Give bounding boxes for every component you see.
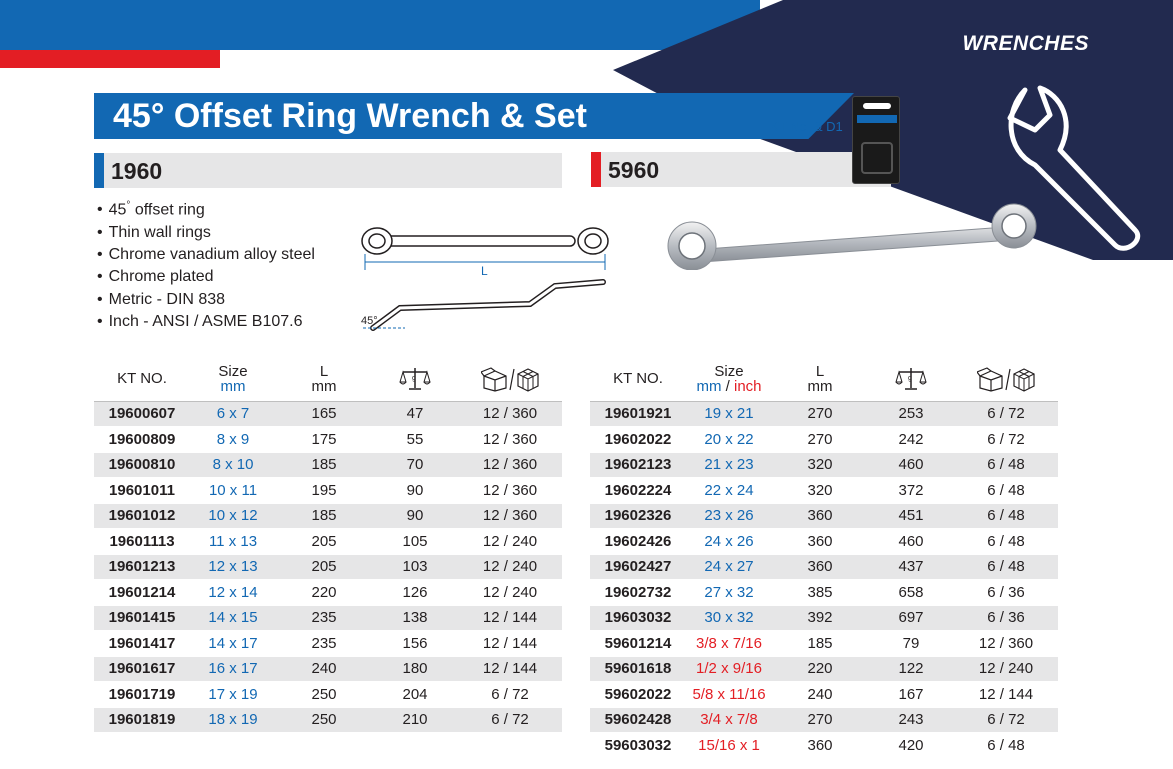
length: 320 xyxy=(772,478,868,504)
size: 15/16 x 1 xyxy=(686,733,772,759)
size: 24 x 27 xyxy=(686,554,772,580)
table-row xyxy=(94,427,562,453)
kt-d1-label: KT No. & D1 xyxy=(770,119,843,134)
kt-number: 19603032 xyxy=(590,605,686,631)
header-kt-no: KT NO. xyxy=(613,370,663,388)
kt-number: 59601618 xyxy=(590,656,686,682)
feature-item: • Chrome vanadium alloy steel xyxy=(97,244,315,266)
table-row xyxy=(590,478,1058,504)
weight: 70 xyxy=(372,452,458,478)
table-row xyxy=(590,656,1058,682)
kt-number: 19600809 xyxy=(94,427,190,453)
header-length: L mm xyxy=(311,362,337,395)
kt-number: 19601012 xyxy=(94,503,190,529)
size: 18 x 19 xyxy=(190,707,276,733)
kt-number: 19602224 xyxy=(590,478,686,504)
pack-qty: 6 / 48 xyxy=(954,733,1058,759)
weight: 167 xyxy=(868,682,954,708)
pack-qty: 6 / 72 xyxy=(954,707,1058,733)
kt-number: 59602428 xyxy=(590,707,686,733)
length: 205 xyxy=(276,529,372,555)
pack-qty: 12 / 240 xyxy=(458,580,562,606)
box-carton-icon xyxy=(977,366,1035,392)
model-header-1960 xyxy=(94,153,562,188)
size: 3/8 x 7/16 xyxy=(686,631,772,657)
length: 185 xyxy=(772,631,868,657)
table-row xyxy=(94,554,562,580)
box-carton-icon xyxy=(481,366,539,392)
length: 240 xyxy=(772,682,868,708)
feature-item: • Chrome plated xyxy=(97,266,315,288)
table-row xyxy=(590,529,1058,555)
size: 14 x 15 xyxy=(190,605,276,631)
pack-qty: 6 / 72 xyxy=(954,401,1058,427)
scale-weight-icon xyxy=(895,366,927,392)
wrench-product-image xyxy=(662,200,1062,270)
pack-qty: 12 / 240 xyxy=(954,656,1058,682)
table-row xyxy=(94,452,562,478)
feature-list xyxy=(97,195,315,333)
wrench-technical-drawing xyxy=(355,220,615,345)
top-blue-stripe xyxy=(0,0,760,50)
length: 270 xyxy=(772,401,868,427)
size: 11 x 13 xyxy=(190,529,276,555)
length: 205 xyxy=(276,554,372,580)
pack-qty: 6 / 72 xyxy=(954,427,1058,453)
length: 185 xyxy=(276,452,372,478)
weight: 180 xyxy=(372,656,458,682)
length: 250 xyxy=(276,707,372,733)
table-row xyxy=(590,427,1058,453)
length-dimension-label: L xyxy=(481,264,488,278)
length: 165 xyxy=(276,401,372,427)
model-number: 1960 xyxy=(111,158,163,184)
section-tag: WRENCHES xyxy=(962,32,1089,55)
weight: 372 xyxy=(868,478,954,504)
pack-qty: 12 / 360 xyxy=(458,452,562,478)
length: 235 xyxy=(276,605,372,631)
length: 220 xyxy=(772,656,868,682)
length: 320 xyxy=(772,452,868,478)
size: 21 x 23 xyxy=(686,452,772,478)
pack-qty: 12 / 240 xyxy=(458,529,562,555)
table-row xyxy=(94,529,562,555)
weight: 658 xyxy=(868,580,954,606)
length: 240 xyxy=(276,656,372,682)
pack-qty: 6 / 72 xyxy=(458,682,562,708)
kt-number: 19600810 xyxy=(94,452,190,478)
kt-number: 19602427 xyxy=(590,554,686,580)
feature-item: • 45° offset ring xyxy=(97,195,315,222)
weight: 243 xyxy=(868,707,954,733)
kt-number: 19601214 xyxy=(94,580,190,606)
length: 392 xyxy=(772,605,868,631)
feature-item: • Inch - ANSI / ASME B107.6 xyxy=(97,311,315,333)
size: 22 x 24 xyxy=(686,478,772,504)
weight: 90 xyxy=(372,503,458,529)
page-title: 45° Offset Ring Wrench & Set xyxy=(113,97,587,135)
weight: 420 xyxy=(868,733,954,759)
header-length: L mm xyxy=(807,362,833,395)
pack-qty: 6 / 48 xyxy=(954,478,1058,504)
length: 360 xyxy=(772,529,868,555)
weight: 253 xyxy=(868,401,954,427)
table-row xyxy=(590,580,1058,606)
weight: 460 xyxy=(868,452,954,478)
weight: 437 xyxy=(868,554,954,580)
kt-number: 19601415 xyxy=(94,605,190,631)
svg-text:g: g xyxy=(908,374,912,382)
kt-number: 19601213 xyxy=(94,554,190,580)
length: 235 xyxy=(276,631,372,657)
size: 5/8 x 11/16 xyxy=(686,682,772,708)
feature-item: • Thin wall rings xyxy=(97,222,315,244)
size: 1/2 x 9/16 xyxy=(686,656,772,682)
length: 220 xyxy=(276,580,372,606)
header-weight xyxy=(868,357,954,401)
weight: 55 xyxy=(372,427,458,453)
model-number: 5960 xyxy=(608,157,660,183)
table-row xyxy=(94,580,562,606)
table-row xyxy=(94,478,562,504)
table-row xyxy=(590,605,1058,631)
weight: 451 xyxy=(868,503,954,529)
kt-number: 19600607 xyxy=(94,401,190,427)
size: 12 x 14 xyxy=(190,580,276,606)
length: 360 xyxy=(772,733,868,759)
pack-qty: 12 / 360 xyxy=(954,631,1058,657)
pack-qty: 12 / 360 xyxy=(458,401,562,427)
table-row xyxy=(94,682,562,708)
d1-display-card-image xyxy=(852,96,900,184)
scale-weight-icon xyxy=(399,366,431,392)
weight: 90 xyxy=(372,478,458,504)
length: 195 xyxy=(276,478,372,504)
kt-number: 19601417 xyxy=(94,631,190,657)
length: 185 xyxy=(276,503,372,529)
length: 270 xyxy=(772,707,868,733)
table-row xyxy=(94,656,562,682)
size: 8 x 9 xyxy=(190,427,276,453)
size: 30 x 32 xyxy=(686,605,772,631)
pack-qty: 6 / 36 xyxy=(954,580,1058,606)
header-kt-no: KT NO. xyxy=(117,370,167,388)
kt-number: 59602022 xyxy=(590,682,686,708)
size: 14 x 17 xyxy=(190,631,276,657)
kt-number: 19601921 xyxy=(590,401,686,427)
header-weight xyxy=(372,357,458,401)
weight: 105 xyxy=(372,529,458,555)
feature-item: • Metric - DIN 838 xyxy=(97,289,315,311)
length: 385 xyxy=(772,580,868,606)
pack-qty: 12 / 144 xyxy=(458,656,562,682)
table-row xyxy=(590,631,1058,657)
pack-qty: 12 / 360 xyxy=(458,427,562,453)
weight: 242 xyxy=(868,427,954,453)
table-row xyxy=(94,605,562,631)
kt-number: 19601617 xyxy=(94,656,190,682)
kt-number: 19601113 xyxy=(94,529,190,555)
weight: 103 xyxy=(372,554,458,580)
kt-number: 19602426 xyxy=(590,529,686,555)
pack-qty: 12 / 360 xyxy=(458,478,562,504)
kt-number: 19601011 xyxy=(94,478,190,504)
spec-table-5960 xyxy=(590,357,1058,759)
pack-qty: 12 / 240 xyxy=(458,554,562,580)
size: 8 x 10 xyxy=(190,452,276,478)
model-marker-blue xyxy=(94,153,104,188)
table-row xyxy=(590,733,1058,759)
weight: 156 xyxy=(372,631,458,657)
length: 175 xyxy=(276,427,372,453)
pack-qty: 12 / 144 xyxy=(954,682,1058,708)
table-row xyxy=(590,707,1058,733)
size: 3/4 x 7/8 xyxy=(686,707,772,733)
size: 20 x 22 xyxy=(686,427,772,453)
kt-number: 59601214 xyxy=(590,631,686,657)
kt-number: 19602123 xyxy=(590,452,686,478)
pack-qty: 12 / 144 xyxy=(458,631,562,657)
size: 10 x 11 xyxy=(190,478,276,504)
pack-qty: 6 / 36 xyxy=(954,605,1058,631)
spec-table-1960 xyxy=(94,357,562,733)
length: 360 xyxy=(772,503,868,529)
table-row xyxy=(590,401,1058,427)
pack-qty: 12 / 144 xyxy=(458,605,562,631)
pack-qty: 12 / 360 xyxy=(458,503,562,529)
table-row xyxy=(94,707,562,733)
table-row xyxy=(590,682,1058,708)
table-row xyxy=(94,503,562,529)
header-pack xyxy=(458,357,562,401)
length: 250 xyxy=(276,682,372,708)
pack-qty: 6 / 48 xyxy=(954,452,1058,478)
size: 10 x 12 xyxy=(190,503,276,529)
size: 24 x 26 xyxy=(686,529,772,555)
kt-number: 19602732 xyxy=(590,580,686,606)
size: 16 x 17 xyxy=(190,656,276,682)
length: 270 xyxy=(772,427,868,453)
weight: 460 xyxy=(868,529,954,555)
kt-number: 19601819 xyxy=(94,707,190,733)
kt-number: 19602022 xyxy=(590,427,686,453)
weight: 126 xyxy=(372,580,458,606)
size: 23 x 26 xyxy=(686,503,772,529)
size: 19 x 21 xyxy=(686,401,772,427)
table-row xyxy=(590,503,1058,529)
angle-dimension-label: 45° xyxy=(361,315,378,327)
pack-qty: 6 / 48 xyxy=(954,554,1058,580)
weight: 47 xyxy=(372,401,458,427)
weight: 697 xyxy=(868,605,954,631)
kt-number: 19602326 xyxy=(590,503,686,529)
pack-qty: 6 / 48 xyxy=(954,529,1058,555)
header-size: Size mm / inch xyxy=(696,362,762,395)
size: 27 x 32 xyxy=(686,580,772,606)
header-size: Size mm xyxy=(218,362,248,395)
size: 6 x 7 xyxy=(190,401,276,427)
header-pack xyxy=(954,357,1058,401)
table-row xyxy=(94,631,562,657)
weight: 138 xyxy=(372,605,458,631)
weight: 122 xyxy=(868,656,954,682)
pack-qty: 6 / 48 xyxy=(954,503,1058,529)
weight: 210 xyxy=(372,707,458,733)
svg-text:g: g xyxy=(412,374,416,382)
top-red-stripe xyxy=(0,50,220,68)
table-row xyxy=(94,401,562,427)
model-header-5960 xyxy=(591,152,891,187)
weight: 79 xyxy=(868,631,954,657)
kt-number: 59603032 xyxy=(590,733,686,759)
table-row xyxy=(590,452,1058,478)
table-row xyxy=(590,554,1058,580)
size: 17 x 19 xyxy=(190,682,276,708)
kt-number: 19601719 xyxy=(94,682,190,708)
pack-qty: 6 / 72 xyxy=(458,707,562,733)
size: 12 x 13 xyxy=(190,554,276,580)
weight: 204 xyxy=(372,682,458,708)
model-marker-red xyxy=(591,152,601,187)
length: 360 xyxy=(772,554,868,580)
